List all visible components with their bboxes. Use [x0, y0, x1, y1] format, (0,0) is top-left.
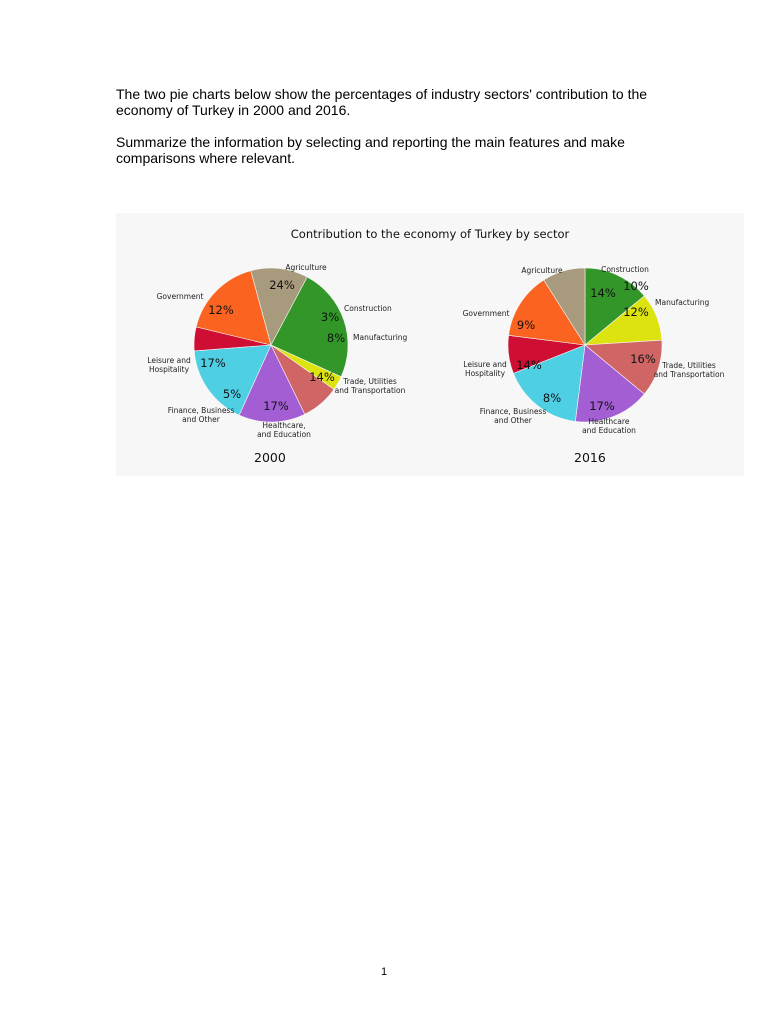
category-label: Agriculture [521, 266, 563, 275]
year-label-2016: 2016 [574, 450, 606, 465]
page-number: 1 [380, 966, 388, 978]
category-label: Healthcare and Education [582, 417, 636, 435]
prompt-paragraph-1: The two pie charts below show the percentages of industry sectors' contribution to the economy of Turkey in 2000 and 2016. [116, 86, 648, 118]
category-label: Government [462, 309, 510, 318]
value-label: 3% [320, 310, 340, 324]
pie-chart-figure [116, 213, 744, 476]
category-label: Leisure and Hospitality [147, 356, 191, 374]
value-label: 8% [326, 331, 346, 345]
category-label: Trade, Utilities and Transportation [653, 361, 725, 379]
category-label: Trade, Utilities and Transportation [334, 377, 406, 395]
value-label: 9% [516, 318, 536, 332]
value-label: 24% [269, 278, 295, 292]
pie-chart-2016 [116, 213, 744, 476]
chart-title: Contribution to the economy of Turkey by sector [290, 227, 570, 241]
value-label: 5% [222, 387, 242, 401]
value-label: 17% [263, 399, 289, 413]
category-label: Manufacturing [353, 333, 408, 342]
value-label: 10% [623, 279, 649, 293]
category-label: Government [156, 292, 204, 301]
value-label: 17% [589, 399, 615, 413]
value-label: 14% [590, 286, 616, 300]
value-label: 8% [542, 391, 562, 405]
category-label: Finance, Business and Other [167, 406, 235, 424]
year-label-2000: 2000 [254, 450, 286, 465]
task-prompt [116, 86, 656, 182]
value-label: 14% [516, 358, 542, 372]
category-label: Leisure and Hospitality [463, 360, 507, 378]
category-label: Construction [344, 304, 392, 313]
category-label: Finance, Business and Other [479, 407, 547, 425]
prompt-paragraph-2: Summarize the information by selecting and reporting the main features and make comparisons where relevant. [116, 134, 625, 166]
category-label: Healthcare, and Education [257, 421, 311, 439]
category-label: Construction [601, 265, 649, 274]
category-label: Manufacturing [655, 298, 710, 307]
value-label: 17% [200, 356, 226, 370]
category-label: Agriculture [285, 263, 327, 272]
value-label: 12% [623, 305, 649, 319]
value-label: 12% [208, 303, 234, 317]
value-label: 14% [309, 370, 335, 384]
value-label: 16% [630, 352, 656, 366]
